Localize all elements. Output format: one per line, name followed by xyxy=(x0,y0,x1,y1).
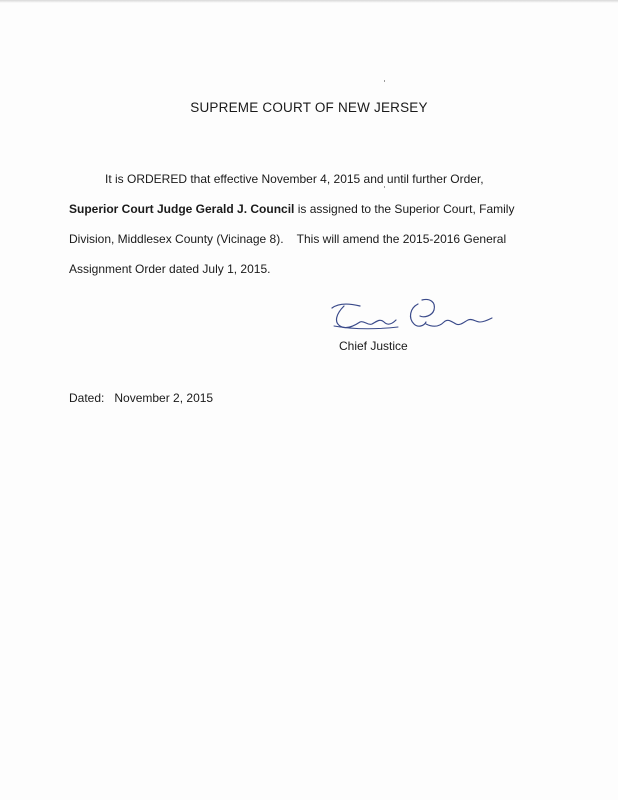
order-line-2 xyxy=(69,194,549,224)
dated-value: November 2, 2015 xyxy=(114,391,214,405)
order-paragraph xyxy=(69,164,549,284)
signature xyxy=(326,296,496,338)
scan-speck xyxy=(384,80,385,82)
order-line-1: It is ORDERED that effective November 4, 2015 and until further Order, xyxy=(105,172,484,186)
judge-name: Superior Court Judge Gerald J. Council xyxy=(69,202,295,216)
signature-title: Chief Justice xyxy=(339,339,408,353)
dated-label: Dated: xyxy=(69,391,105,405)
order-line-2-rest: is assigned to the Superior Court, Family xyxy=(294,202,515,216)
scan-edge xyxy=(0,0,618,3)
court-heading: SUPREME COURT OF NEW JERSEY xyxy=(190,100,428,115)
order-line-4: Assignment Order dated July 1, 2015. xyxy=(69,262,271,276)
scan-speck xyxy=(384,186,385,188)
handwritten-signature-icon xyxy=(326,296,496,338)
dated-line xyxy=(69,391,213,405)
order-line-3: Division, Middlesex County (Vicinage 8). This will amend the 2015-2016 General xyxy=(69,232,507,246)
